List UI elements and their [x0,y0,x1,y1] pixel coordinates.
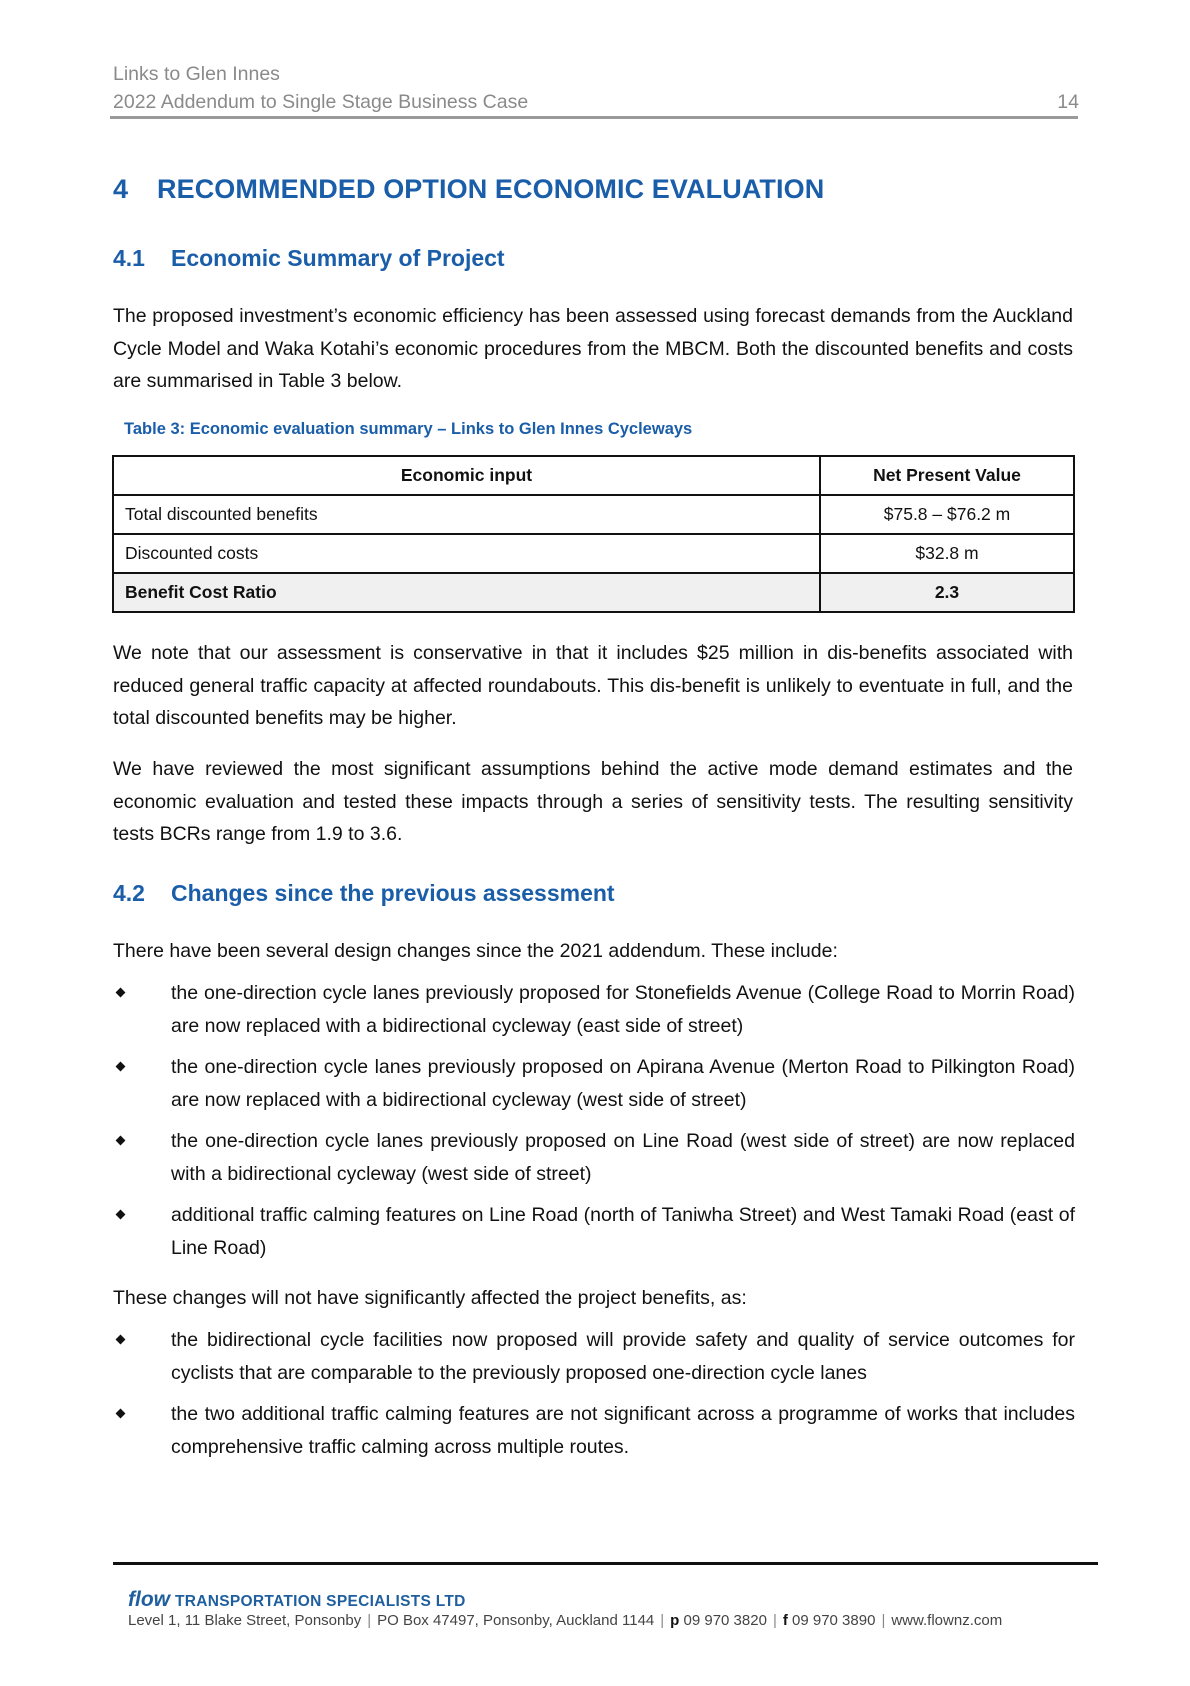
table-cell-value: 2.3 [820,573,1074,612]
section-title: Economic Summary of Project [171,245,505,271]
paragraph-reasons-intro: These changes will not have significantly affected the project benefits, as: [113,1287,747,1309]
footer-phone: 09 970 3820 [683,1612,767,1629]
table-cell-value: $32.8 m [820,534,1074,573]
section-4-heading [113,174,824,205]
footer-contact: Level 1, 11 Blake Street, Ponsonby | PO Box 47497, Ponsonby, Auckland 1144 | p 09 970 3820 | f 09 970 3890 | www.flownz.com [128,1612,1003,1629]
bullet-icon [116,1136,126,1146]
bullet-icon [116,988,126,998]
table-row [113,534,1074,573]
section-4-1-heading [113,245,505,272]
table-cell-label: Benefit Cost Ratio [113,573,820,612]
table-cell-label: Discounted costs [113,534,820,573]
paragraph-disbenefits: We note that our assessment is conservative in that it includes $25 million in dis-benefits associated with reduced general traffic capacity at affected roundabouts. This dis-benefit is unlikely to eventuate in full, and the total discounted benefits may be higher. [113,642,1073,729]
table-cell-label: Total discounted benefits [113,495,820,534]
footer-website-link[interactable]: www.flownz.com [891,1612,1003,1629]
list-item-text: additional traffic calming features on Line Road (north of Taniwha Street) and West Tamaki Road (east of Line Road) [171,1204,1075,1259]
list-item [113,1125,1075,1190]
paragraph-changes-intro: There have been several design changes since the 2021 addendum. These include: [113,940,838,962]
footer-address: Level 1, 11 Blake Street, Ponsonby [128,1612,362,1629]
section-title: RECOMMENDED OPTION ECONOMIC EVALUATION [157,174,825,204]
header-title: Links to Glen Innes [113,63,280,85]
column-header: Economic input [113,456,820,495]
company-logo: flow [128,1588,170,1611]
bullet-icon [116,1335,126,1345]
list-item [113,1324,1075,1389]
list-item [113,1398,1075,1463]
list-item [113,1199,1075,1264]
table-header-row [113,456,1074,495]
bullet-icon [116,1062,126,1072]
list-item-text: the one-direction cycle lanes previously proposed for Stonefields Avenue (College Road to Morrin Road) are now replaced with a bidirectional cycleway (east side of street) [171,982,1075,1037]
bullet-icon [116,1210,126,1220]
economic-evaluation-table [112,455,1075,613]
column-header: Net Present Value [820,456,1074,495]
section-4-2-heading [113,880,615,907]
section-number: 4.1 [113,245,145,271]
list-item-text: the bidirectional cycle facilities now proposed will provide safety and quality of service outcomes for cyclists that are comparable to the previously proposed one-direction cycle lanes [171,1329,1075,1384]
header-divider [110,116,1078,119]
list-item [113,1051,1075,1116]
section-number: 4.2 [113,880,145,906]
table-row-total [113,573,1074,612]
list-item-text: the one-direction cycle lanes previously proposed on Apirana Avenue (Merton Road to Pilkington Road) are now replaced with a bidirectional cycleway (west side of street) [171,1056,1075,1111]
header-subtitle: 2022 Addendum to Single Stage Business Case [113,91,529,113]
company-name: TRANSPORTATION SPECIALISTS LTD [175,1593,466,1610]
bullet-icon [116,1409,126,1419]
fax-label: f [782,1612,788,1629]
page-number: 14 [1057,91,1079,113]
running-header [113,60,1079,116]
phone-label: p [670,1612,680,1629]
footer-fax: 09 970 3890 [792,1612,876,1629]
reasons-list [113,1324,1075,1472]
footer-po-box: PO Box 47497, Ponsonby, Auckland 1144 [377,1612,655,1629]
paragraph-intro: The proposed investment’s economic efficiency has been assessed using forecast demands from the Auckland Cycle Model and Waka Kotahi’s economic procedures from the MBCM. Both the discounted benefits and costs are summarised in Table 3 below. [113,305,1073,392]
list-item-text: the two additional traffic calming features are not significant across a programme of works that includes comprehensive traffic calming across multiple routes. [171,1403,1075,1458]
changes-list [113,977,1075,1273]
list-item [113,977,1075,1042]
table-row [113,495,1074,534]
footer-brand [128,1588,466,1612]
section-title: Changes since the previous assessment [171,880,615,906]
table-cell-value: $75.8 – $76.2 m [820,495,1074,534]
list-item-text: the one-direction cycle lanes previously proposed on Line Road (west side of street) are now replaced with a bidirectional cycleway (west side of street) [171,1130,1075,1185]
section-number: 4 [113,174,129,204]
footer-divider [113,1562,1098,1565]
table-caption: Table 3: Economic evaluation summary – Links to Glen Innes Cycleways [124,420,693,438]
paragraph-sensitivity: We have reviewed the most significant assumptions behind the active mode demand estimates and the economic evaluation and tested these impacts through a series of sensitivity tests. The resulting sensitivity tests BCRs range from 1.9 to 3.6. [113,758,1073,845]
